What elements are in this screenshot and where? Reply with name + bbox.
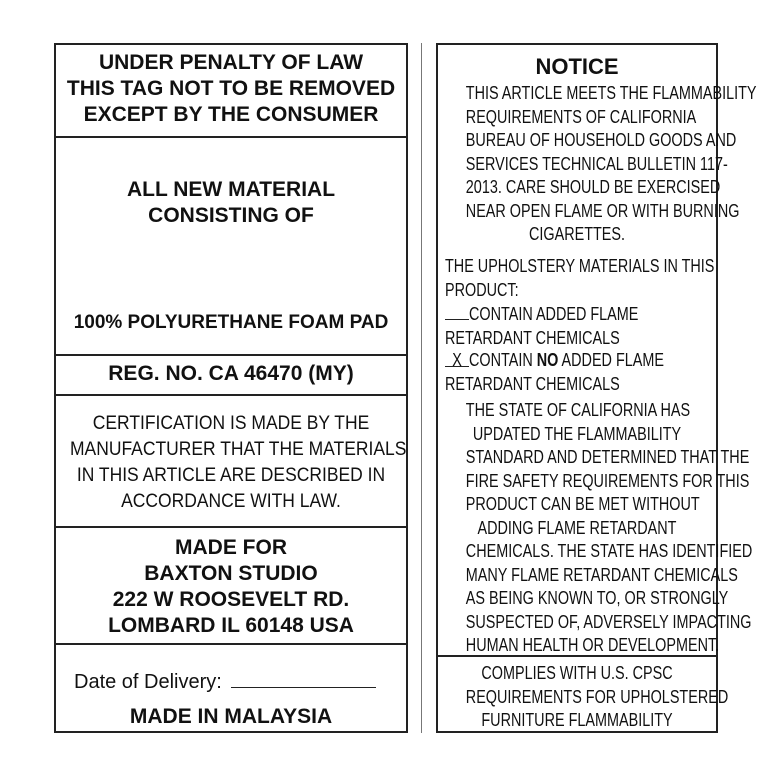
state-line: UPDATED THE FLAMMABILITY: [472, 423, 682, 444]
made-for-line: MADE FOR: [175, 536, 287, 559]
option-line: RETARDANT CHEMICALS: [445, 373, 620, 394]
notice-line: NEAR OPEN FLAME OR WITH BURNING: [465, 200, 740, 221]
delivery-label: Date of Delivery:: [74, 671, 222, 693]
law-tag-left-panel: [54, 43, 408, 733]
certification-line: CERTIFICATION IS MADE BY THE: [92, 413, 370, 434]
delivery-section: [56, 645, 406, 731]
delivery-row: [74, 669, 376, 694]
delivery-date-blank: [231, 669, 376, 688]
penalty-notice: [56, 45, 406, 138]
notice-paragraph: [438, 82, 757, 247]
option-label: CONTAIN ADDED FLAME: [469, 304, 639, 324]
penalty-line: EXCEPT BY THE CONSUMER: [83, 103, 379, 126]
flammability-notice-panel: [436, 43, 757, 733]
material-heading-line: ALL NEW MATERIAL: [126, 178, 336, 201]
option-label-pre: CONTAIN: [469, 350, 537, 370]
option-no-added-chemicals: [445, 349, 716, 396]
material-heading-line: CONSISTING OF: [148, 204, 314, 227]
option-line: [445, 302, 662, 327]
state-line: ADDING FLAME RETARDANT: [477, 517, 677, 538]
certification-line: IN THIS ARTICLE ARE DESCRIBED IN: [76, 465, 386, 486]
notice-title: NOTICE: [535, 54, 619, 79]
option-checkbox-blank: [445, 302, 469, 320]
cpsc-line: REQUIREMENTS FOR UPHOLSTERED: [465, 686, 729, 707]
tag-fold-divider: [421, 43, 422, 733]
cpsc-line: FURNITURE FLAMMABILITY: [481, 710, 673, 730]
country-of-origin: MADE IN MALAYSIA: [129, 705, 333, 728]
state-line: SUSPECTED OF, ADVERSELY IMPACTING: [465, 611, 752, 632]
penalty-line: THIS TAG NOT TO BE REMOVED: [66, 77, 396, 100]
state-line: AS BEING KNOWN TO, OR STRONGLY: [465, 588, 729, 608]
upholstery-line: THE UPHOLSTERY MATERIALS IN THIS: [445, 256, 715, 276]
option-line: [445, 349, 662, 373]
option-line: RETARDANT CHEMICALS: [445, 327, 620, 348]
material-heading: [56, 177, 406, 229]
upholstery-statement: [445, 255, 716, 302]
certification-line: ACCORDANCE WITH LAW.: [121, 491, 341, 512]
notice-section: [438, 45, 757, 657]
material-section: [56, 138, 406, 356]
notice-line: BUREAU OF HOUSEHOLD GOODS AND: [465, 130, 737, 150]
penalty-line: UNDER PENALTY OF LAW: [98, 51, 364, 74]
made-for-section: [56, 528, 406, 645]
cpsc-compliance-section: [438, 657, 729, 731]
notice-line: CIGARETTES.: [528, 224, 625, 244]
registration-number: REG. NO. CA 46470 (MY): [108, 362, 354, 385]
state-line: CHEMICALS. THE STATE HAS IDENTIFIED: [465, 541, 753, 561]
notice-line: 2013. CARE SHOULD BE EXERCISED: [465, 177, 721, 197]
notice-line: SERVICES TECHNICAL BULLETIN 117-: [465, 153, 728, 174]
certification-line: MANUFACTURER THAT THE MATERIALS: [70, 439, 407, 460]
registration-section: [56, 356, 406, 396]
state-statement: [438, 399, 753, 658]
material-content: 100% POLYURETHANE FOAM PAD: [73, 312, 389, 333]
state-line: MANY FLAME RETARDANT CHEMICALS: [465, 564, 738, 585]
state-line: FIRE SAFETY REQUIREMENTS FOR THIS: [465, 470, 750, 491]
option-checkmark-x: X: [445, 349, 469, 367]
made-for-line: 222 W ROOSEVELT RD.: [112, 588, 350, 611]
option-added-chemicals: [445, 302, 716, 350]
made-for-line: BAXTON STUDIO: [144, 562, 318, 585]
option-label-bold: NO: [536, 350, 559, 370]
certification-section: [56, 396, 406, 528]
made-for-line: LOMBARD IL 60148 USA: [108, 614, 354, 637]
notice-line: THIS ARTICLE MEETS THE FLAMMABILITY: [465, 83, 757, 103]
state-line: PRODUCT CAN BE MET WITHOUT: [465, 494, 700, 514]
state-line: STANDARD AND DETERMINED THAT THE: [465, 447, 750, 467]
state-line: THE STATE OF CALIFORNIA HAS: [465, 400, 691, 420]
cpsc-line: COMPLIES WITH U.S. CPSC: [481, 663, 673, 683]
notice-line: REQUIREMENTS OF CALIFORNIA: [465, 106, 697, 127]
option-label-post: ADDED FLAME: [558, 350, 664, 370]
state-line: HUMAN HEALTH OR DEVELOPMENT.: [465, 635, 720, 655]
upholstery-line: PRODUCT:: [445, 279, 519, 300]
